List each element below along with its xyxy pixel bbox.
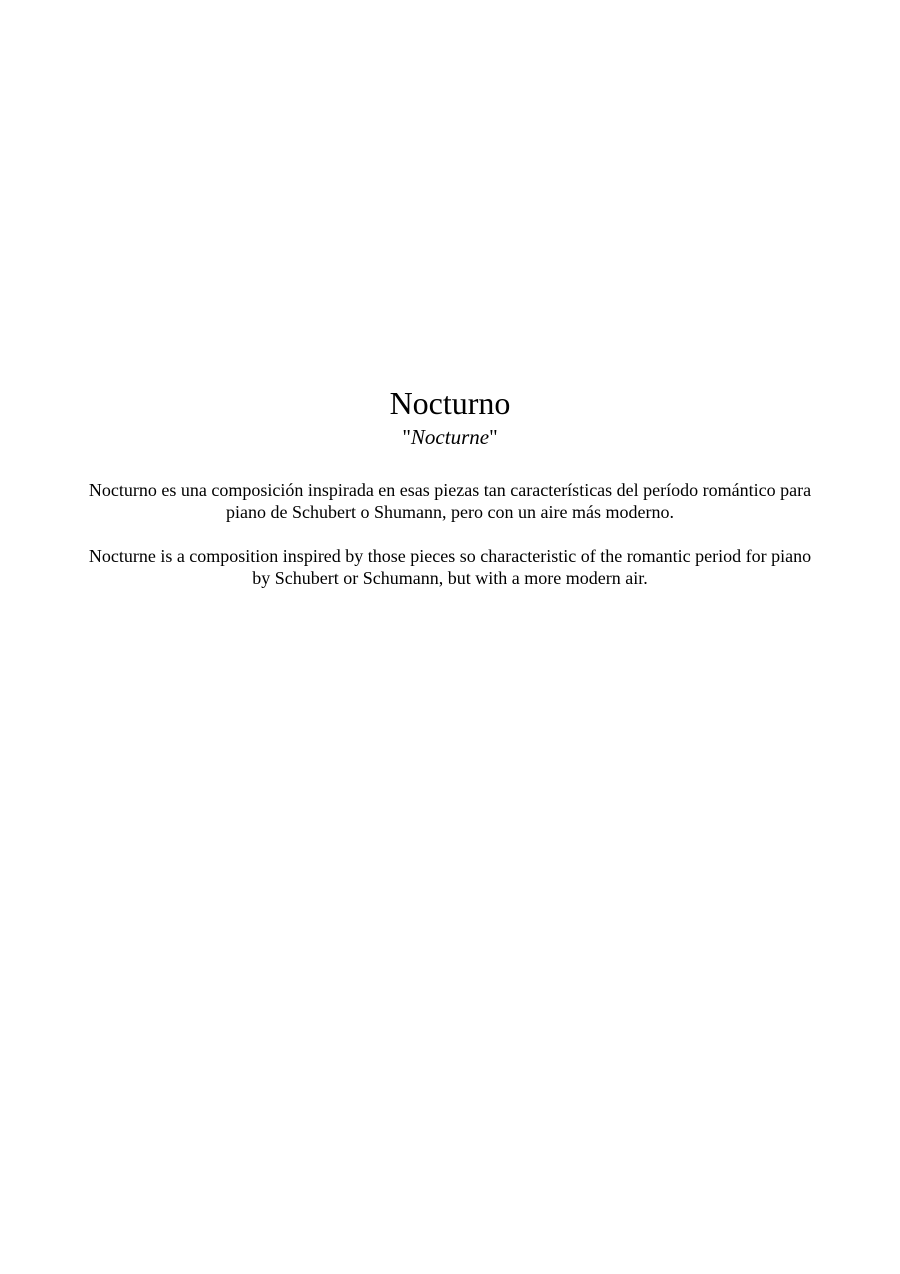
subtitle-text: Nocturne	[410, 425, 490, 449]
page-subtitle	[0, 424, 900, 450]
description-spanish: Nocturno es una composición inspirada en esas piezas tan características del período romántico para piano de Schubert o Shumann, pero con un aire más moderno.	[88, 480, 812, 522]
title-block	[0, 384, 900, 450]
page-title: Nocturno	[389, 385, 511, 421]
subtitle-close-quote: "	[489, 425, 498, 449]
description-english: Nocturne is a composition inspired by those pieces so characteristic of the romantic period for piano by Schubert or Schumann, but with a more modern air.	[88, 546, 812, 588]
subtitle-open-quote: "	[402, 425, 411, 449]
